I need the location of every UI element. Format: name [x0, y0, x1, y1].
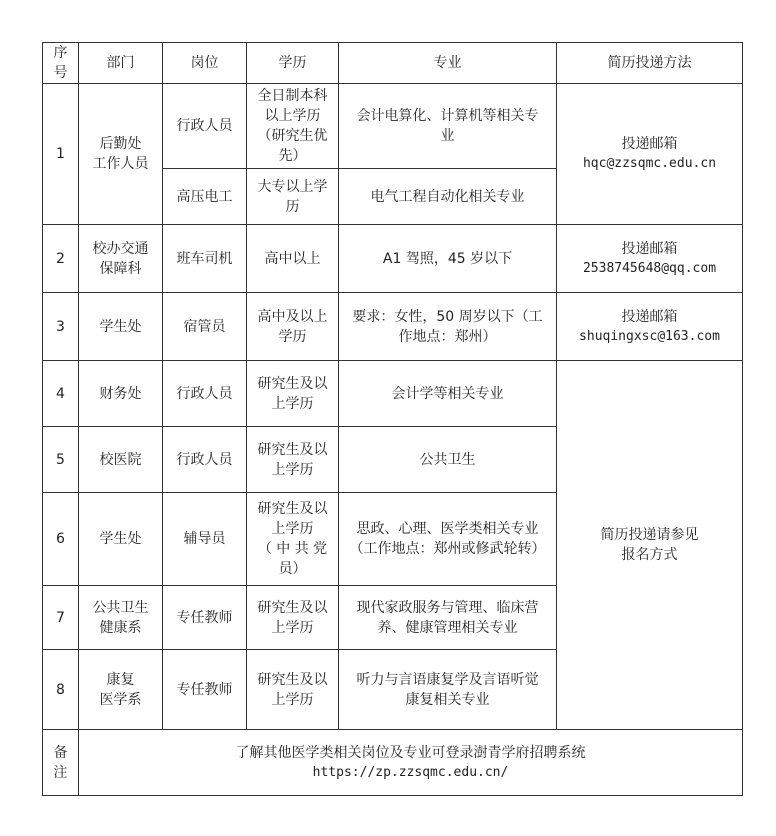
- row-send: [557, 225, 743, 293]
- header-education: 学历: [247, 43, 339, 84]
- row-education: 研究生及以 上学历: [247, 361, 339, 427]
- note-label: 备 注: [43, 730, 79, 796]
- row-no: 1: [43, 84, 79, 225]
- send-label: 投递邮箱: [621, 308, 678, 325]
- row-education: 研究生及以 上学历: [247, 427, 339, 493]
- email-address: 2538745648@qq.com: [582, 260, 717, 276]
- note-url[interactable]: https://zp.zzsqmc.edu.cn/: [312, 764, 509, 780]
- row-dept: 财务处: [79, 361, 163, 427]
- row-position: 行政人员: [163, 361, 247, 427]
- row-education: 高中及以上 学历: [247, 293, 339, 361]
- table-row: [43, 293, 743, 361]
- row-position: 高压电工: [163, 169, 247, 225]
- row-dept: 学生处: [79, 493, 163, 586]
- header-position: 岗位: [163, 43, 247, 84]
- note-content: [79, 730, 743, 796]
- row-no: 6: [43, 493, 79, 586]
- header-dept: 部门: [79, 43, 163, 84]
- header-send: 简历投递方法: [557, 43, 743, 84]
- row-major: 电气工程自动化相关专业: [339, 169, 557, 225]
- send-label: 投递邮箱: [621, 136, 678, 152]
- row-major: 会计学等相关专业: [339, 361, 557, 427]
- row-no: 2: [43, 225, 79, 293]
- row-no: 4: [43, 361, 79, 427]
- row-dept: 后勤处 工作人员: [79, 84, 163, 225]
- row-major: A1 驾照，45 岁以下: [339, 225, 557, 293]
- row-position: 班车司机: [163, 225, 247, 293]
- row-major: 公共卫生: [339, 427, 557, 493]
- row-major: 要求：女性，50 周岁以下（工 作地点：郑州）: [339, 293, 557, 361]
- send-label: 投递邮箱: [621, 240, 678, 257]
- row-major: 思政、心理、医学类相关专业 （工作地点：郑州或修武轮转）: [339, 493, 557, 586]
- row-dept: 校办交通 保障科: [79, 225, 163, 293]
- header-major: 专业: [339, 43, 557, 84]
- table-row: [43, 84, 743, 169]
- row-dept: 校医院: [79, 427, 163, 493]
- row-major: 听力与言语康复学及言语听觉 康复相关专业: [339, 650, 557, 730]
- row-dept: 康复 医学系: [79, 650, 163, 730]
- note-row: [43, 730, 743, 796]
- email-address: shuqingxsc@163.com: [579, 328, 720, 344]
- row-position: 行政人员: [163, 84, 247, 169]
- header-row: [43, 43, 743, 84]
- row-education: 研究生及以 上学历 （ 中 共 党 员）: [247, 493, 339, 586]
- note-text: 了解其他医学类相关岗位及专业可登录澍青学府招聘系统: [235, 744, 586, 761]
- row-position: 专任教师: [163, 650, 247, 730]
- row-dept: 学生处: [79, 293, 163, 361]
- row-no: 8: [43, 650, 79, 730]
- row-major: 现代家政服务与管理、临床营 养、健康管理相关专业: [339, 586, 557, 650]
- row-position: 宿管员: [163, 293, 247, 361]
- row-send: [557, 84, 743, 225]
- row-position: 专任教师: [163, 586, 247, 650]
- row-no: 5: [43, 427, 79, 493]
- shared-send-cell: 简历投递请参见 报名方式: [557, 361, 743, 730]
- row-education: 大专以上学 历: [247, 169, 339, 225]
- row-education: 全日制本科 以上学历 （研究生优 先）: [247, 84, 339, 169]
- row-position: 辅导员: [163, 493, 247, 586]
- row-no: 3: [43, 293, 79, 361]
- row-dept: 公共卫生 健康系: [79, 586, 163, 650]
- row-send: [557, 293, 743, 361]
- row-education: 研究生及以 上学历: [247, 586, 339, 650]
- row-major: 会计电算化、计算机等相关专 业: [339, 84, 557, 169]
- email-address: hqc@zzsqmc.edu.cn: [582, 156, 717, 171]
- header-no: 序 号: [43, 43, 79, 84]
- recruitment-table: [42, 42, 743, 796]
- row-no: 7: [43, 586, 79, 650]
- row-position: 行政人员: [163, 427, 247, 493]
- table-row: [43, 225, 743, 293]
- row-education: 高中以上: [247, 225, 339, 293]
- row-education: 研究生及以 上学历: [247, 650, 339, 730]
- table-row: [43, 361, 743, 427]
